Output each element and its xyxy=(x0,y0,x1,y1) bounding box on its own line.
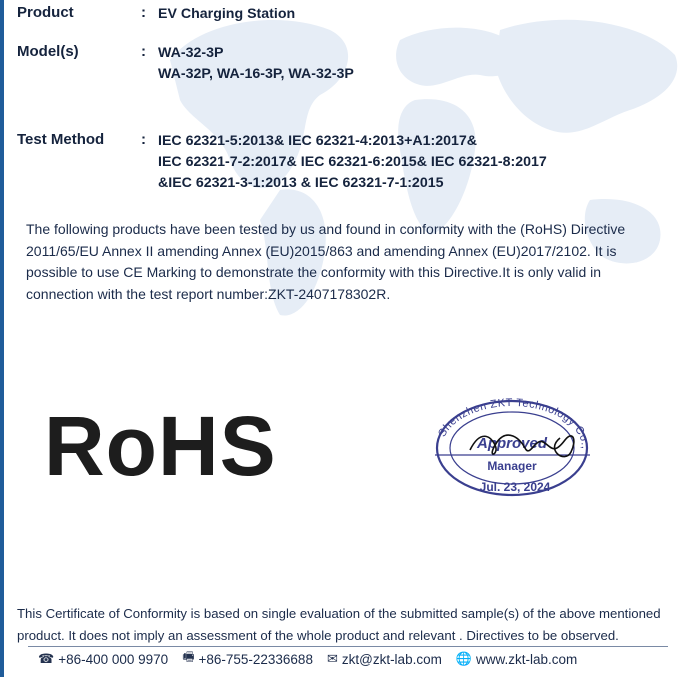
models-colon: : xyxy=(141,43,146,60)
model-value: WA-32P, WA-16-3P, WA-32-3P xyxy=(158,66,354,82)
left-accent-bar xyxy=(0,0,4,677)
contact-website[interactable] xyxy=(456,651,577,667)
contact-phone xyxy=(38,651,168,667)
stamp-role-text: Manager xyxy=(487,459,537,473)
phone-number: +86-400 000 9970 xyxy=(58,651,169,667)
model-value: WA-32-3P xyxy=(158,45,224,61)
fax-number: +86-755-22336688 xyxy=(198,651,313,667)
test-method-value: IEC 62321-7-2:2017& IEC 62321-6:2015& IEC 62321-8:2017 xyxy=(158,154,547,170)
email-icon: ✉ xyxy=(326,651,338,666)
product-colon: : xyxy=(141,4,146,21)
email-address[interactable]: zkt@zkt-lab.com xyxy=(341,651,442,667)
fax-icon: 🖷 xyxy=(182,649,195,664)
rohs-logo: RoHS xyxy=(44,399,277,493)
stamp-ring-text: Shenzhen ZKT Technology Co., xyxy=(436,396,592,450)
footer-divider xyxy=(28,646,668,647)
stamp-date-text: Jul. 23, 2024 xyxy=(479,480,551,494)
contact-fax xyxy=(182,648,313,670)
phone-icon: ☎ xyxy=(38,651,55,666)
stamp-seal-icon xyxy=(425,390,600,500)
test-method-value: &IEC 62321-3-1:2013 & IEC 62321-7-1:2015 xyxy=(158,175,444,191)
test-method-value: IEC 62321-5:2013& IEC 62321-4:2013+A1:2017& xyxy=(158,133,478,149)
contact-email[interactable] xyxy=(327,651,442,667)
test-method-label: Test Method xyxy=(17,131,105,148)
approval-stamp xyxy=(425,390,600,500)
test-method-colon: : xyxy=(141,131,146,148)
contact-bar xyxy=(38,648,577,670)
models-label: Model(s) xyxy=(17,43,79,60)
globe-icon: 🌐 xyxy=(455,651,473,666)
disclaimer-text: This Certificate of Conformity is based on single evaluation of the submitted sample(s) of the above mentioned product. It does not imply an assessment of the whole product and relevant . Directives to be observed. xyxy=(17,606,661,643)
stamp-approved-text: Approved xyxy=(476,435,548,452)
website-link[interactable]: www.zkt-lab.com xyxy=(476,651,578,667)
conformity-statement: The following products have been tested by us and found in conformity with the (RoHS) Directive 2011/65/EU Annex II amending Annex (EU)2015/863 and amending Annex (EU)2017/2102. It is possible to use CE Marking to demonstrate the conformity with this Directive.It is only valid in connection with the test report number:ZKT-2407178302R. xyxy=(26,221,626,302)
product-value: EV Charging Station xyxy=(158,6,296,22)
product-label: Product xyxy=(17,4,74,21)
